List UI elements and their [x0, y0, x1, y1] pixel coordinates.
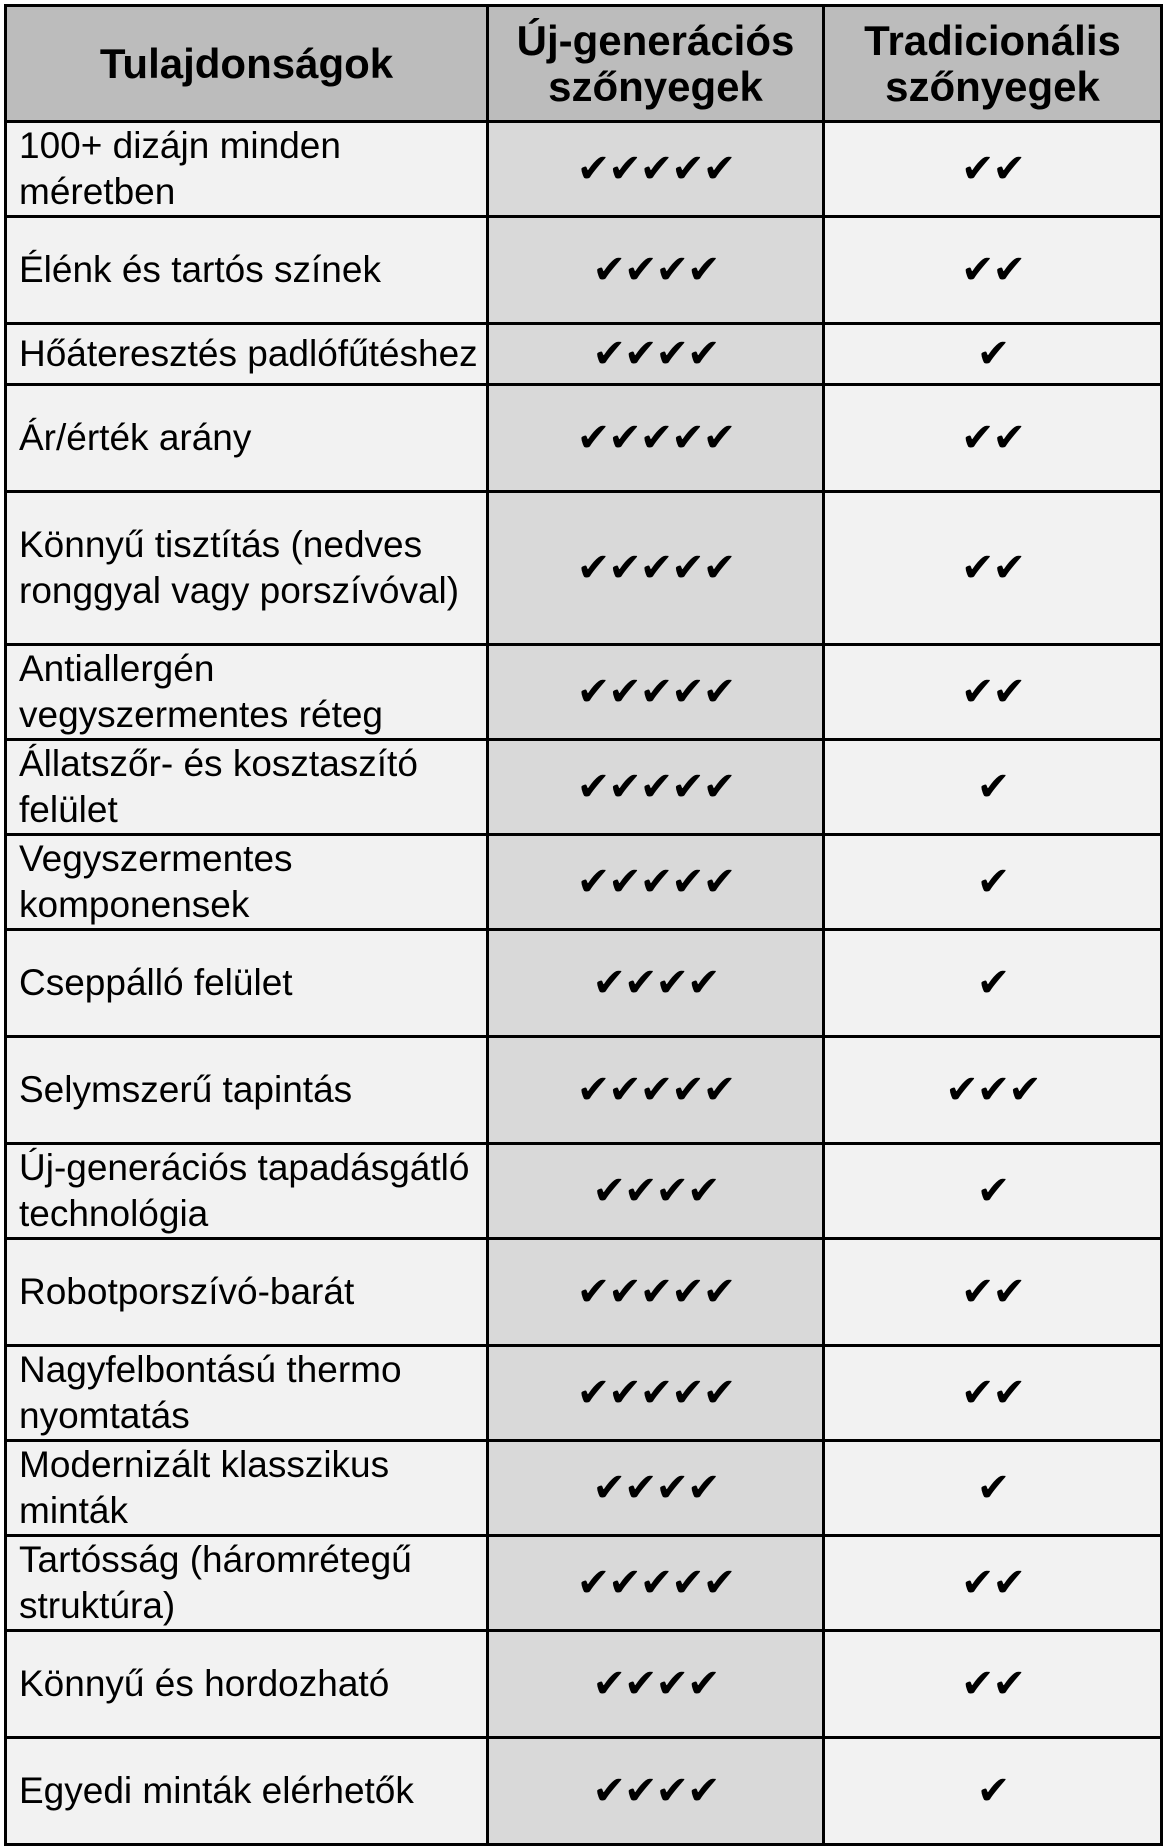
traditional-rating: ✔✔ — [824, 1536, 1162, 1631]
feature-cell: Állatszőr- és kosztaszító felület — [6, 740, 488, 835]
traditional-rating: ✔ — [824, 1738, 1162, 1845]
feature-cell: Cseppálló felület — [6, 930, 488, 1037]
feature-cell: Egyedi minták elérhetők — [6, 1738, 488, 1845]
table-row — [6, 1631, 1162, 1738]
traditional-rating: ✔ — [824, 1441, 1162, 1536]
new-gen-rating: ✔✔✔✔✔ — [488, 1346, 824, 1441]
traditional-rating: ✔✔ — [824, 217, 1162, 324]
traditional-rating: ✔ — [824, 324, 1162, 385]
feature-cell: Tartósság (háromrétegű struktúra) — [6, 1536, 488, 1631]
new-gen-rating: ✔✔✔✔✔ — [488, 645, 824, 740]
new-gen-rating: ✔✔✔✔✔ — [488, 385, 824, 492]
table-row — [6, 1239, 1162, 1346]
traditional-rating: ✔✔ — [824, 1631, 1162, 1738]
traditional-rating: ✔✔ — [824, 492, 1162, 645]
traditional-rating: ✔✔✔ — [824, 1037, 1162, 1144]
new-gen-rating: ✔✔✔✔ — [488, 1441, 824, 1536]
feature-cell: Könnyű és hordozható — [6, 1631, 488, 1738]
table-row — [6, 1536, 1162, 1631]
table-row — [6, 492, 1162, 645]
traditional-rating: ✔✔ — [824, 1239, 1162, 1346]
feature-cell: Hőáteresztés padlófűtéshez — [6, 324, 488, 385]
traditional-rating: ✔✔ — [824, 1346, 1162, 1441]
table-row — [6, 122, 1162, 217]
feature-cell: Nagyfelbontású thermo nyomtatás — [6, 1346, 488, 1441]
traditional-rating: ✔ — [824, 740, 1162, 835]
feature-cell: Robotporszívó-barát — [6, 1239, 488, 1346]
feature-cell: Élénk és tartós színek — [6, 217, 488, 324]
traditional-rating: ✔ — [824, 930, 1162, 1037]
new-gen-rating: ✔✔✔✔ — [488, 930, 824, 1037]
header-feature: Tulajdonságok — [6, 6, 488, 122]
table-row — [6, 1144, 1162, 1239]
table-row — [6, 324, 1162, 385]
table-row — [6, 835, 1162, 930]
new-gen-rating: ✔✔✔✔✔ — [488, 1037, 824, 1144]
table-row — [6, 1738, 1162, 1845]
new-gen-rating: ✔✔✔✔✔ — [488, 740, 824, 835]
table-row — [6, 645, 1162, 740]
comparison-table — [4, 4, 1163, 1846]
header-row — [6, 6, 1162, 122]
table-row — [6, 385, 1162, 492]
new-gen-rating: ✔✔✔✔✔ — [488, 122, 824, 217]
traditional-rating: ✔✔ — [824, 645, 1162, 740]
feature-cell: Könnyű tisztítás (nedves ronggyal vagy porszívóval) — [6, 492, 488, 645]
new-gen-rating: ✔✔✔✔✔ — [488, 1239, 824, 1346]
traditional-rating: ✔ — [824, 1144, 1162, 1239]
table-row — [6, 930, 1162, 1037]
feature-cell: Vegyszermentes komponensek — [6, 835, 488, 930]
new-gen-rating: ✔✔✔✔ — [488, 1738, 824, 1845]
header-new-gen: Új-generációs szőnyegek — [488, 6, 824, 122]
new-gen-rating: ✔✔✔✔ — [488, 324, 824, 385]
traditional-rating: ✔ — [824, 835, 1162, 930]
table-row — [6, 740, 1162, 835]
traditional-rating: ✔✔ — [824, 385, 1162, 492]
new-gen-rating: ✔✔✔✔ — [488, 1631, 824, 1738]
new-gen-rating: ✔✔✔✔✔ — [488, 835, 824, 930]
header-traditional: Tradicionális szőnyegek — [824, 6, 1162, 122]
feature-cell: Antiallergén vegyszermentes réteg — [6, 645, 488, 740]
new-gen-rating: ✔✔✔✔✔ — [488, 1536, 824, 1631]
table-row — [6, 1441, 1162, 1536]
new-gen-rating: ✔✔✔✔✔ — [488, 492, 824, 645]
new-gen-rating: ✔✔✔✔ — [488, 217, 824, 324]
feature-cell: Ár/érték arány — [6, 385, 488, 492]
feature-cell: Új-generációs tapadásgátló technológia — [6, 1144, 488, 1239]
feature-cell: 100+ dizájn minden méretben — [6, 122, 488, 217]
feature-cell: Modernizált klasszikus minták — [6, 1441, 488, 1536]
feature-cell: Selymszerű tapintás — [6, 1037, 488, 1144]
table-body — [6, 122, 1162, 1845]
table-row — [6, 217, 1162, 324]
new-gen-rating: ✔✔✔✔ — [488, 1144, 824, 1239]
table-row — [6, 1037, 1162, 1144]
traditional-rating: ✔✔ — [824, 122, 1162, 217]
table-row — [6, 1346, 1162, 1441]
